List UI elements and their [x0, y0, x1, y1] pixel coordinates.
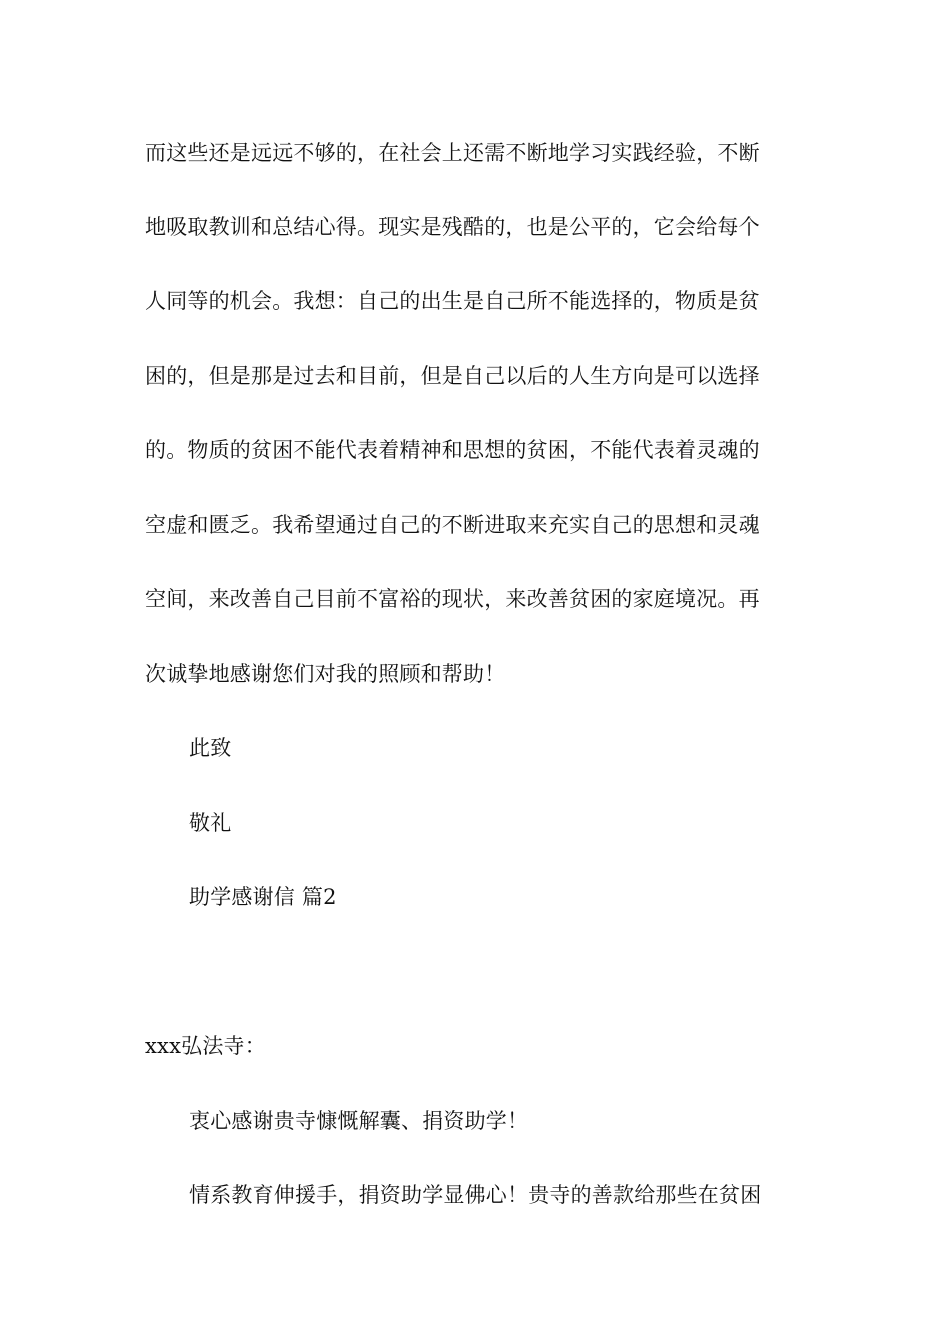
paragraph-line: 空间，来改善自己目前不富裕的现状，来改善贫困的家庭境况。再: [145, 587, 760, 611]
closing-ci-zhi: 此致: [189, 736, 232, 760]
body-line: 情系教育伸援手，捐资助学显佛心！贵寺的善款给那些在贫困: [189, 1183, 762, 1207]
body-line: 衷心感谢贵寺慷慨解囊、捐资助学！: [189, 1109, 529, 1133]
paragraph-line: 而这些还是远远不够的，在社会上还需不断地学习实践经验，不断: [145, 141, 760, 165]
paragraph-line: 人同等的机会。我想：自己的出生是自己所不能选择的，物质是贫: [145, 289, 760, 313]
paragraph-line: 空虚和匮乏。我希望通过自己的不断进取来充实自己的思想和灵魂: [145, 513, 760, 537]
paragraph-line: 困的，但是那是过去和目前，但是自己以后的人生方向是可以选择: [145, 364, 760, 388]
section-heading: 助学感谢信 篇2: [189, 885, 337, 909]
letter-salutation: xxx弘法寺：: [145, 1034, 266, 1058]
paragraph-line: 次诚挚地感谢您们对我的照顾和帮助！: [145, 662, 506, 686]
paragraph-line: 的。物质的贫困不能代表着精神和思想的贫困，不能代表着灵魂的: [145, 438, 760, 462]
closing-jing-li: 敬礼: [189, 811, 232, 835]
paragraph-line: 地吸取教训和总结心得。现实是残酷的，也是公平的，它会给每个: [145, 215, 760, 239]
